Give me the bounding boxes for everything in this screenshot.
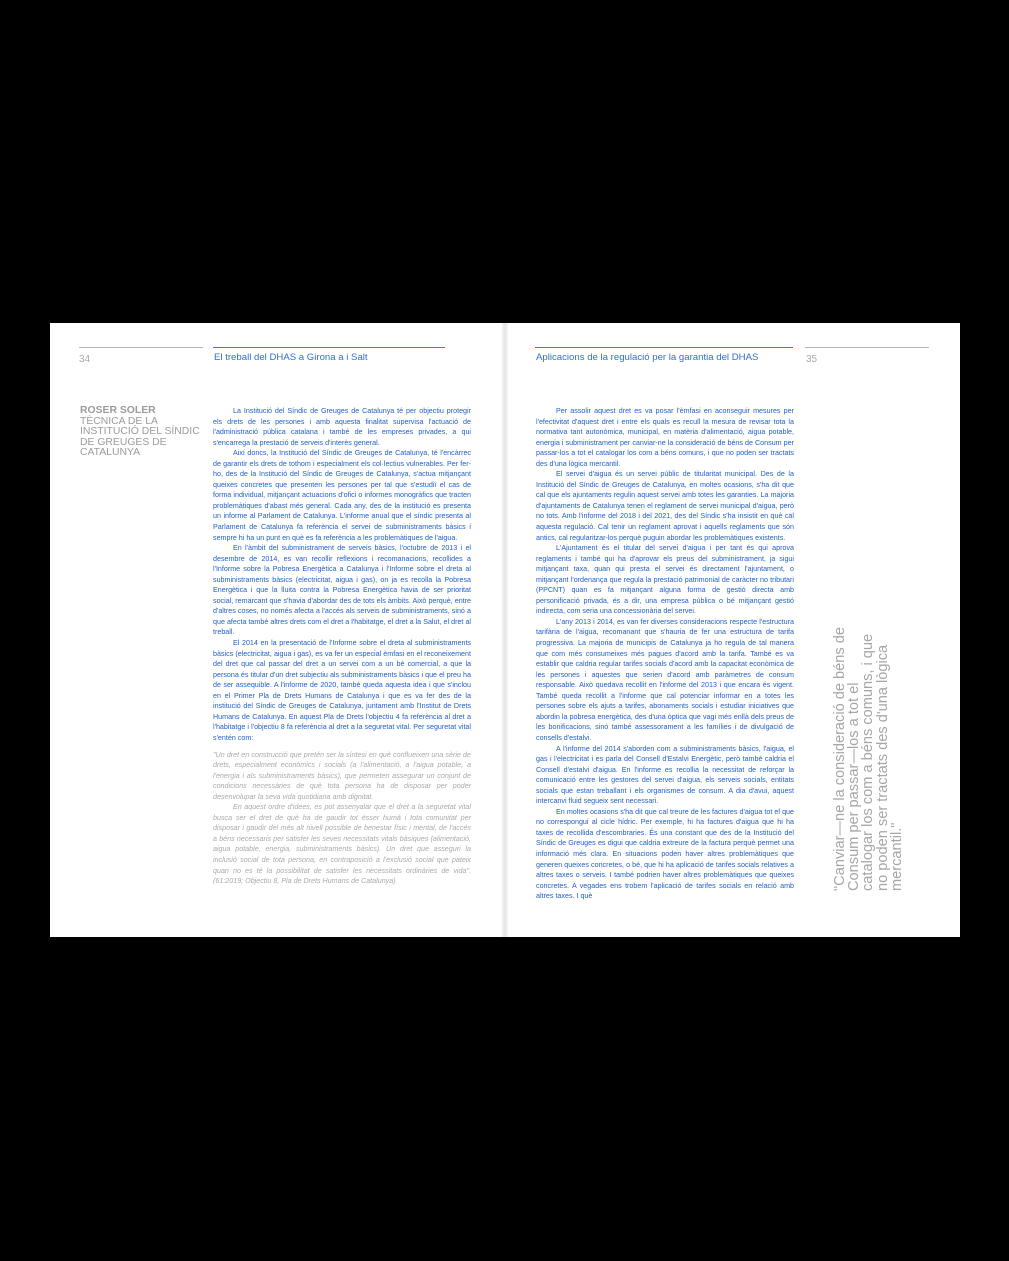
paragraph: En l'àmbit del subministrament de serveis bàsics, l'octubre de 2013 i el desembre de 2014, es van recollir reflexions i recomanacions, recollides a l'Informe sobre la Pobresa Energètica a Catalunya i l'Informe sobre el dreta al subministraments bàsics (electricitat, aigua i gas), on ja es recolla la Pobresa Energètica i que la lluita contra la Pobresa Energètica havia de ser prioritat social, remarcant que s'havia d'abordar des de tots els àmbits. Això perquè, entre d'altres coses, no només afecta a l'accés als serveis de subministraments, sinó a que afecta també altres drets com el dret a l'habitatge, el dret a la Salut, el dret al treball.: [213, 544, 471, 637]
paragraph: La Institució del Síndic de Greuges de Catalunya té per objectiu protegir els drets de les persones i amb aquesta finalitat supervisa l'actuació de l'administració pública catalana i també de les empreses privades, a qui s'encarrega la prestació de serveis d'interès general.: [213, 407, 471, 447]
running-title: El treball del DHAS a Girona a i Salt: [214, 352, 368, 363]
pull-quote: "Canviar—ne la consideració de béns de Consum per passar—los a tot el catalogar los com a béns comuns, i que no poden ser tractats des d'una lògica mercantil.": [832, 627, 905, 891]
paragraph: L'any 2013 i 2014, es van fer diverses consideracions respecte l'estructura tarifària de l'aigua, recomanant que s'hauria de fer una estructura de tarifa progressiva. La majoria de municipis de Catalunya ja ho regula de tal manera que com més consumeixes més pagues d'acord amb la tarifa. També es va establir que caldria regular tarifes socials d'acord amb la capacitat econòmica de les persones i aquestes que serien d'acord amb paràmetres de consum responsable. Això quedava recollit en l'informe del 2013 i que encara és vigent. També queda recollit a l'informe que cal potenciar informar en a totes les persones sobre els ajuts a tarifes, abonaments socials i estudiar iniciatives que abordin la pobresa energètica, des d'una òptica que vagi més enllà dels preus de les bonificacions, sinó també assessorament a les famílies i de divulgació de consells d'estalvi.: [536, 617, 794, 742]
book-spread: [50, 323, 960, 937]
block-quote: En aquest ordre d'idees, es pot assenyalar que el dret a la seguretat vital busca ser el dret de què ha de gaudir tot ésser humà i tota comunitat per disposar i gaudir del més alt nivell possible de benestar físic i mental, de l'accés a béns necessaris per satisfer les seves necessitats vitals bàsiques (alimentació, aigua potable, energia, subministraments bàsics). Un dret que asseguri la inclusió social de tota persona, en contraposició a l'exclusió social que pateix quan no es té la possibilitat de satisfer les necessitats ordinàries de vida". (61:2019; Objectiu 8, Pla de Drets Humans de Catalunya): [213, 803, 471, 886]
paragraph: Així doncs, la Institució del Síndic de Greuges de Catalunya, té l'encàrrec de garantir els drets de tothom i especialment els col·lectius vulnerables. Per fer-ho, des de la Institució del Síndic de Greuges de Catalunya, s'actua mitjançant queixes concretes que presenten les persones per tal que s'estudiï el cas de forma individual, mitjançant actuacions d'ofici o informes monogràfics que tracten problemàtiques d'abast més general. Cada any, des de la institució es presenta un informe al Parlament de Catalunya. L'informe anual que el síndic presenta al Parlament de Catalunya fa referència el servei de subministraments bàsics i sempre hi ha un punt en què es fa referència a les problemàtiques de l'aigua.: [213, 449, 471, 542]
header-rule: [535, 347, 793, 348]
paragraph: Per assolir aquest dret es va posar l'èmfasi en aconseguir mesures per l'efectivitat d'aquest dret i entre els quals es recull la mesura de revisar tota la normativa tant autonòmica, municipal, en matèria d'alimentació, aigua potable, energia i subministrament per canviar-ne la consideració de béns de Consum per passar-los a tot el catalogar los com a béns comuns, i que no poden ser tractats des d'una lògica mercantil.: [536, 407, 794, 468]
right-body-column: [536, 406, 794, 902]
left-body-column: [213, 406, 471, 887]
paragraph: El servei d'aigua és un servei públic de titularitat municipal. Des de la Institució del Síndic de Greuges de Catalunya, en moltes ocasions, s'ha dit que cal que els ajuntaments regulin aquest servei amb totes les garanties. La majoria d'ajuntaments de Catalunya tenen el reglament de servei municipal d'aigua, però no tots. Amb l'informe del 2018 i del 2021, des del Síndic s'ha insistit en què cal aquesta regulació. Cal tenir un reglament aprovat i aquells reglaments que són antics, cal regularitzar-los perquè puguin abordar les problemàtiques existents.: [536, 470, 794, 542]
page-number: 34: [79, 354, 91, 365]
author-role: TÈCNICA DE LA INSTITUCIÓ DEL SÍNDIC DE GREUGES DE CATALUNYA: [80, 415, 200, 458]
author-name: ROSER SOLER: [80, 405, 156, 416]
block-quote: "Un dret en construcció que pretén ser la síntesi en què conflueixen una sèrie de drets, especialment econòmics i socials (a l'alimentació, a l'aigua potable, a l'energia i als subministraments bàsics), que permeten assegurar un conjunt de condicions necessàries de què tota persona ha de disposar per poder desenvolupar la seva vida quotidiana amb dignitat.: [213, 750, 471, 801]
author-block: [80, 406, 200, 459]
book-gutter: [502, 323, 508, 937]
header-rule: [213, 347, 445, 348]
paragraph: En moltes ocasions s'ha dit que cal treure de les factures d'aigua tot el que no correspongui al cicle hídric. Per exemple, hi ha factures d'aigua que hi ha taxes de recollida d'escombraries. És una constant que des de la Institució del Síndic de Greuges es digui que caldria extreure de la factura perquè permet una informació més clara. En situacions poden haver altres problemàtiques que generen queixes concretes, o bé, que hi ha aplicació de tarifes socials relatives a altres taxes o serveis. I també podrien haver altres problemàtiques que queixes concretes. A vegades ens trobem l'aplicació de tarifes socials en relació amb altres taxes. I què: [536, 807, 794, 901]
paragraph: L'Ajuntament és el titular del servei d'aigua i per tant és qui aprova reglaments i també qui ha d'aprovar els preus del subministrament, ja sigui mitjançant taxa, quan qui presta el servei és directament l'ajuntament, o mitjançant l'ordenança que regula la prestació patrimonial de caràcter no tributari (PPCNT) quan es fa mitjançant alguna forma de gestió directa amb personificació privada, és a dir, una empresa pública o bé mitjançant gestió indirecta, com seria una concessionària del servei.: [536, 544, 794, 616]
page-number-rule: [79, 347, 203, 348]
paragraph: El 2014 en la presentació de l'Informe sobre el dreta al subministraments bàsics (electricitat, aigua i gas), es va fer un especial èmfasi en el reconeixement del dret que cal passar del dret a un servei com a un bé comercial, a que la persona és titular d'un dret subjectiu als subministraments bàsics i que el preu ha de ser assequible. A l'informe de 2020, també queda aquesta idea i que s'inclou en el Primer Pla de Drets Humans de Catalunya i que es va fer des de la institució del Síndic de Greuges de Catalunya, juntament amb l'Institut de Drets Humans de Catalunya. En aquest Pla de Drets l'objectiu 4 fa referència al dret a l'habitatge i l'objectiu 8 fa referència al dret a la seguretat vital. Per seguretat vital s'entén com:: [213, 639, 471, 742]
running-title: Aplicacions de la regulació per la garantia del DHAS: [536, 352, 759, 363]
page-number: 35: [806, 354, 818, 365]
paragraph: A l'informe del 2014 s'aborden com a subministraments bàsics, l'aigua, el gas i l'electricitat i es parla del Consell d'Estalvi Energètic, però també caldria el Consell d'estalvi d'aigua. En l'informe es recollia la necessitat de reforçar la comunicació entre les gestores del servei d'aigua, els serveis socials, entitats socials que estan treballant i els organismes de consum. A dia d'avui, aquest intercanvi fluid segueix sent necessari.: [536, 744, 794, 806]
page-number-rule: [805, 347, 929, 348]
